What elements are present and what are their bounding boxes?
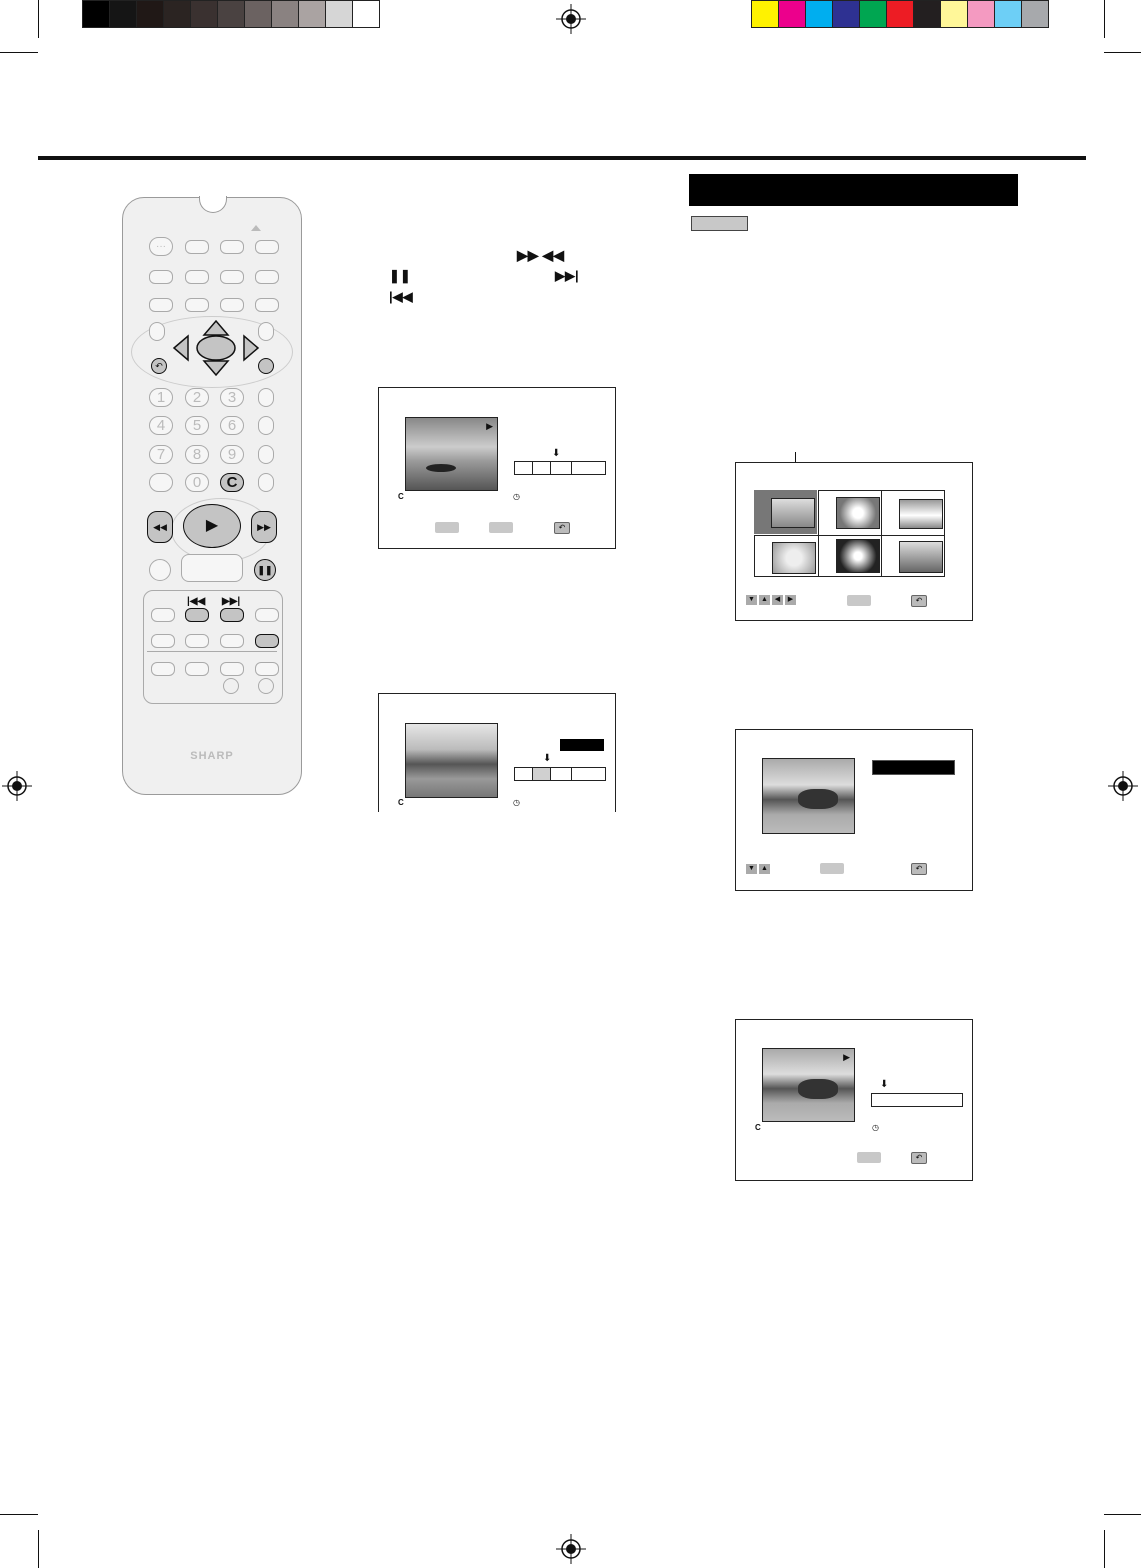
thumbnail-river [405, 723, 498, 798]
thumbnail-dog [772, 542, 816, 574]
skip-previous-button[interactable] [185, 608, 209, 622]
status-label-black [560, 739, 604, 751]
left-key-icon: ◀ [772, 595, 783, 605]
color-swatch [940, 0, 968, 28]
remote-button[interactable] [220, 662, 244, 676]
thumbnail-fireworks [836, 539, 880, 573]
thumbnail-cell[interactable] [881, 490, 945, 536]
thumbnail-beach-play [762, 1048, 855, 1122]
fast-forward-button[interactable]: ▶▶ [251, 511, 277, 543]
chapter-icon: C [755, 1123, 761, 1132]
gray-swatch [325, 0, 353, 28]
volume-down-button[interactable] [223, 678, 239, 694]
remote-button[interactable] [255, 662, 279, 676]
crop-mark [0, 1514, 38, 1515]
position-arrow-icon: ⬇ [543, 753, 552, 764]
return-icon[interactable]: ↶ [911, 595, 927, 607]
gray-swatch [82, 0, 110, 28]
color-swatch [832, 0, 860, 28]
up-arrow-icon [204, 321, 228, 335]
remote-button[interactable] [151, 608, 175, 622]
rock-shape [798, 789, 838, 809]
crop-mark [0, 52, 38, 53]
crop-mark [1104, 52, 1141, 53]
color-swatch [994, 0, 1022, 28]
gray-swatch [298, 0, 326, 28]
num-key-9[interactable]: 9 [220, 445, 244, 464]
thumbnail-tree [899, 541, 943, 573]
dots-button[interactable]: ··· [149, 237, 173, 256]
gray-swatch [217, 0, 245, 28]
num-key-4[interactable]: 4 [149, 416, 173, 435]
down-key-icon: ▼ [746, 864, 757, 874]
thumbnail-cell[interactable] [881, 535, 945, 577]
prev-icon: |◀◀ [389, 289, 413, 304]
next-icon: ▶▶| [555, 268, 579, 283]
remote-button[interactable] [149, 322, 165, 341]
rock-shape [798, 1079, 838, 1099]
soft-button[interactable] [857, 1152, 881, 1163]
remote-button[interactable] [185, 634, 209, 648]
num-key-7[interactable]: 7 [149, 445, 173, 464]
thumbnail-cell[interactable] [754, 535, 819, 577]
skip-previous-icon: |◀◀ [187, 596, 206, 607]
registration-mark-bottom [556, 1534, 586, 1564]
chapter-progress-bar [514, 461, 606, 475]
return-button[interactable]: ↶ [151, 358, 167, 374]
color-swatch [1021, 0, 1049, 28]
channel-up-button[interactable] [255, 270, 279, 284]
remote-button[interactable] [149, 270, 173, 284]
remote-button[interactable] [255, 608, 279, 622]
header-rule [38, 156, 1086, 160]
remote-button[interactable] [149, 298, 173, 312]
crop-mark [38, 0, 39, 38]
return-icon[interactable]: ↶ [911, 863, 927, 875]
gray-swatch [136, 0, 164, 28]
chapter-progress-bar [514, 767, 606, 781]
thumbnail-beach-large [762, 758, 855, 834]
brand-logo: SHARP [190, 750, 234, 762]
down-key-icon: ▼ [746, 595, 757, 605]
time-icon: ◷ [872, 1123, 879, 1132]
remote-button[interactable] [185, 270, 209, 284]
time-icon: ◷ [513, 798, 520, 807]
remote-button[interactable] [258, 445, 274, 464]
color-calibration-bar [752, 0, 1049, 28]
repeat-button[interactable] [258, 473, 274, 492]
down-arrow-icon [204, 361, 228, 375]
remote-button[interactable] [220, 240, 244, 254]
record-button[interactable] [149, 559, 171, 581]
remote-button[interactable] [185, 240, 209, 254]
eject-icon [251, 225, 261, 231]
soft-button[interactable] [847, 595, 871, 606]
soft-button[interactable] [489, 522, 513, 533]
pause-button[interactable]: ❚❚ [254, 559, 276, 581]
disc-type-badge [691, 216, 748, 231]
gray-swatch [163, 0, 191, 28]
num-key-3[interactable]: 3 [220, 388, 244, 407]
thumbnail-cell[interactable] [818, 490, 882, 536]
thumbnail-lake [405, 417, 498, 491]
time-icon: ◷ [513, 492, 520, 501]
num-key-1[interactable]: 1 [149, 388, 173, 407]
screen-chapter-detail [735, 729, 973, 891]
panel-divider [147, 651, 277, 652]
remote-button[interactable] [258, 416, 274, 435]
setup-button[interactable] [258, 358, 274, 374]
right-key-icon: ▶ [785, 595, 796, 605]
gray-swatch [352, 0, 380, 28]
chapter-icon: C [398, 798, 404, 807]
soft-button[interactable] [435, 522, 459, 533]
chapter-progress-bar [871, 1093, 963, 1107]
up-key-icon: ▲ [759, 864, 770, 874]
remote-button[interactable] [185, 298, 209, 312]
remote-button[interactable] [151, 662, 175, 676]
section-header-bar [689, 174, 1018, 206]
skip-next-button[interactable] [220, 608, 244, 622]
position-arrow-icon: ⬇ [552, 448, 561, 459]
remote-button[interactable] [255, 298, 279, 312]
color-swatch [778, 0, 806, 28]
remote-control [122, 197, 302, 795]
screen-playback-2 [378, 693, 616, 812]
pause-icon: ❚❚ [389, 268, 411, 283]
screen-playback-3 [735, 1019, 973, 1181]
remote-button[interactable] [151, 634, 175, 648]
remote-ir-window [199, 196, 227, 213]
stop-button[interactable] [181, 554, 243, 582]
up-key-icon: ▲ [759, 595, 770, 605]
gray-swatch [271, 0, 299, 28]
chapter-icon: C [398, 492, 404, 501]
thumbnail-road [899, 499, 943, 529]
skip-next-icon: ▶▶| [222, 596, 241, 607]
eject-button[interactable] [255, 240, 279, 254]
zoom-button[interactable] [220, 298, 244, 312]
cursor-keys-hint [746, 864, 770, 874]
screen-thumbnail-list [735, 462, 973, 621]
thumbnail-beach [771, 498, 815, 528]
screen-playback-1 [378, 387, 616, 549]
selected-menu-item[interactable] [872, 760, 955, 775]
island-shape [426, 464, 456, 472]
remote-button[interactable] [220, 634, 244, 648]
position-arrow-icon: ⬇ [880, 1079, 889, 1090]
num-key-0[interactable]: 0 [185, 473, 209, 492]
play-indicator-icon: ▶ [486, 421, 493, 431]
rewind-button[interactable]: ◀◀ [147, 511, 173, 543]
color-swatch [751, 0, 779, 28]
crop-mark [1104, 0, 1105, 38]
soft-button[interactable] [820, 863, 844, 874]
gray-calibration-bar [83, 0, 380, 28]
num-key-2[interactable]: 2 [185, 388, 209, 407]
color-swatch [913, 0, 941, 28]
remote-button[interactable] [185, 662, 209, 676]
registration-mark-top [556, 4, 586, 34]
color-swatch [886, 0, 914, 28]
color-swatch [805, 0, 833, 28]
selected-thumbnail-highlight[interactable] [754, 490, 817, 534]
num-key-5[interactable]: 5 [185, 416, 209, 435]
cursor-keys-hint [746, 595, 801, 606]
color-swatch [967, 0, 995, 28]
volume-up-button[interactable] [258, 678, 274, 694]
left-arrow-icon [174, 336, 188, 360]
crop-mark [38, 1530, 39, 1568]
dpad[interactable] [171, 318, 261, 378]
registration-mark-left [2, 771, 32, 801]
gray-swatch [190, 0, 218, 28]
channel-down-button[interactable] [220, 270, 244, 284]
play-indicator-icon: ▶ [843, 1052, 850, 1062]
num-key-6[interactable]: 6 [220, 416, 244, 435]
play-button[interactable]: ▶ [183, 504, 241, 548]
color-swatch [859, 0, 887, 28]
remote-button[interactable] [149, 473, 173, 492]
thumbnail-flower [836, 497, 880, 529]
gray-swatch [244, 0, 272, 28]
thumbnail-cell[interactable] [818, 535, 882, 577]
num-key-8[interactable]: 8 [185, 445, 209, 464]
crop-mark [1104, 1514, 1141, 1515]
registration-mark-right [1108, 771, 1138, 801]
crop-mark [1104, 1530, 1105, 1568]
return-icon[interactable]: ↶ [554, 522, 570, 534]
right-arrow-icon [244, 336, 258, 360]
enter-button [197, 336, 235, 360]
clear-button[interactable]: C [220, 473, 244, 492]
fwd-rew-icon: ▶▶ ◀◀ [517, 247, 564, 263]
gray-swatch [109, 0, 137, 28]
return-icon[interactable]: ↶ [911, 1152, 927, 1164]
highlighted-function-button[interactable] [255, 634, 279, 648]
remote-button[interactable] [258, 388, 274, 407]
